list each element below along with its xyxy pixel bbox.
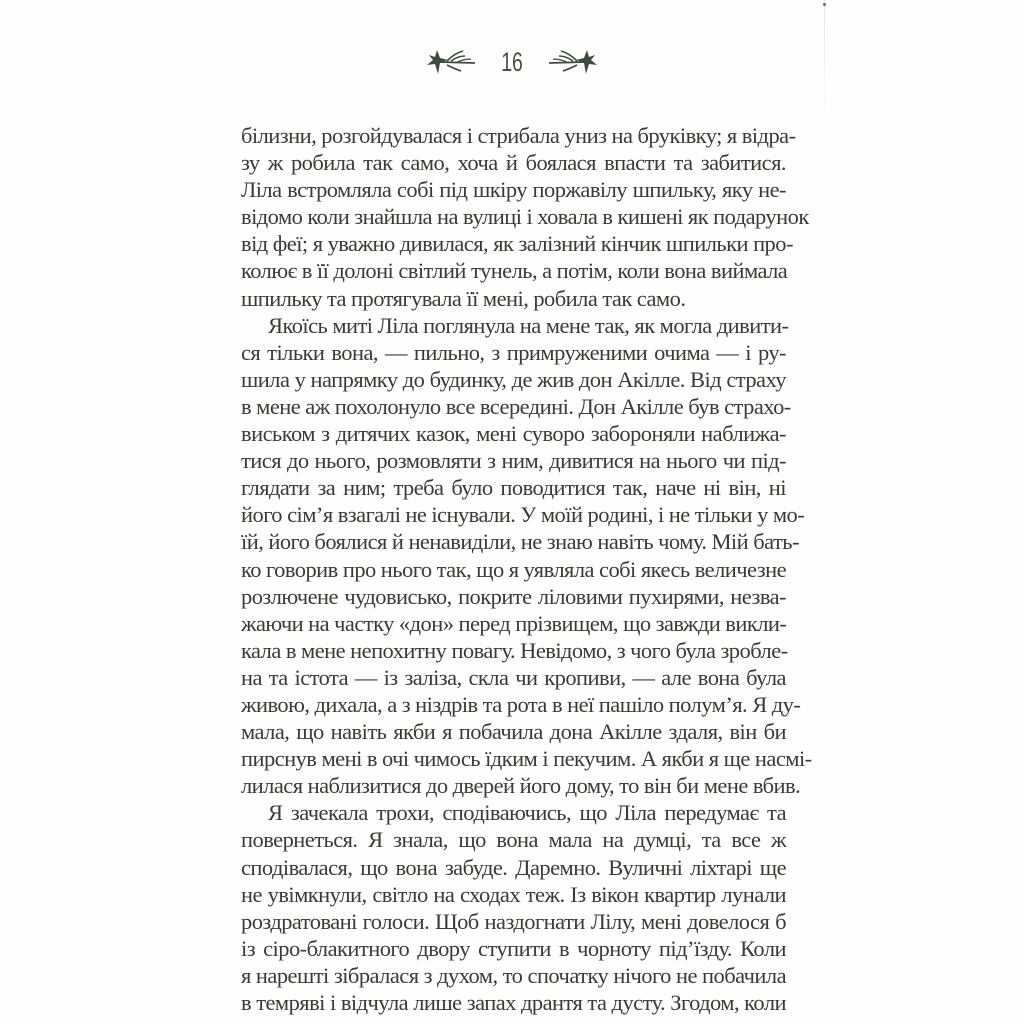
text-line: кала в мене непохитну повагу. Невідомо, з чого була зробле- — [241, 637, 788, 663]
text-line: білизни, розгойдувалася і стрибала униз на бруківку; я відра- — [241, 123, 796, 148]
text-line: тися до нього, розмовляти з ним, дивитися на нього чи під- — [241, 448, 786, 474]
floral-ornament-left-icon — [425, 47, 477, 77]
text-line: сподівалася, що вона забуде. Даремно. Вуличні ліхтарі ще — [241, 854, 786, 880]
text-line: не увімкнули, світло на сходах теж. Із вікон квартир лунали — [241, 881, 786, 907]
paragraph-3 — [241, 799, 786, 1016]
text-line: лилася наблизитися до дверей його дому, то він би мене вбив. — [241, 773, 801, 799]
text-line: жаючи на частку «дон» перед прізвищем, що завжди викли- — [241, 610, 787, 636]
text-line: виськом з дитячих казок, мені суворо забороняли наближа- — [241, 421, 786, 447]
text-line: ко говорив про нього так, що я уявляла собі якесь величезне — [241, 556, 786, 582]
text-line: в темряві і відчула лише запах дрантя та дусту. Згодом, коли — [241, 990, 786, 1015]
text-line: я нарешті зібралася з духом, то спочатку нічого не побачила — [241, 962, 786, 988]
page-header — [0, 44, 1024, 80]
floral-ornament-right-icon — [547, 47, 599, 77]
text-line: пирснув мені в очі чимось їдким і пекучим. А якби я ще насмі- — [241, 746, 812, 772]
text-line: Якоїсь миті Ліла поглянула на мене так, як могла дивити- — [268, 312, 789, 338]
paragraph-2 — [241, 312, 812, 800]
text-line: в мене аж похолонуло все всередині. Дон Акілле був страхо- — [241, 393, 791, 419]
text-line: їй, його боялися й ненавиділи, не знаю навіть чому. Мій бать- — [241, 529, 799, 555]
text-line: від феї; я уважно дивилася, як залізний кінчик шпильки про- — [241, 231, 793, 257]
text-line: роздратовані голоси. Щоб наздогнати Лілу, мені довелося б — [241, 908, 786, 934]
paragraph-1 — [241, 122, 809, 312]
text-line: шила у напрямку до будинку, де жив дон Акілле. Від страху — [241, 366, 786, 392]
text-line: Ліла встромляла собі під шкіру поржавілу шпильку, яку не- — [241, 177, 786, 203]
text-line: із сіро-блакитного двору ступити в чорноту під’їзду. Коли — [241, 935, 786, 961]
text-line: його сім’я взагалі не існували. У моїй родині, і не тільки у мо- — [241, 502, 805, 528]
body-text — [241, 122, 812, 1016]
text-line: на та істота — із заліза, скла чи кропиви, — але вона була — [241, 664, 786, 690]
text-line: ся тільки вона, — пильно, з примруженими очима — і ру- — [241, 339, 786, 365]
text-line: зу ж робила так само, хоча й боялася впасти та забитися. — [241, 150, 786, 176]
text-line: мала, що навіть якби я побачила дона Акілле здаля, він би — [241, 719, 786, 745]
text-line: колює в її долоні світлий тунель, а потім, коли вона виймала — [241, 258, 788, 284]
page-speck — [823, 3, 826, 6]
text-line: Я зачекала трохи, сподіваючись, що Ліла передумає та — [268, 800, 786, 826]
text-line: відомо коли знайшла на вулиці і ховала в кишені як подарунок — [241, 204, 809, 230]
page-number: 16 — [501, 46, 523, 77]
text-line: повернеться. Я знала, що вона мала на думці, та все ж — [241, 827, 786, 853]
text-line: живою, дихала, а з ніздрів та рота в неї пашіло полум’я. Я ду- — [241, 691, 801, 717]
text-line: глядати за ним; треба було поводитися так, наче ні він, ні — [241, 475, 786, 501]
text-line: шпильку та протягувала її мені, робила так само. — [241, 285, 686, 311]
text-line: розлючене чудовисько, покрите ліловими пухирями, незва- — [241, 583, 786, 609]
